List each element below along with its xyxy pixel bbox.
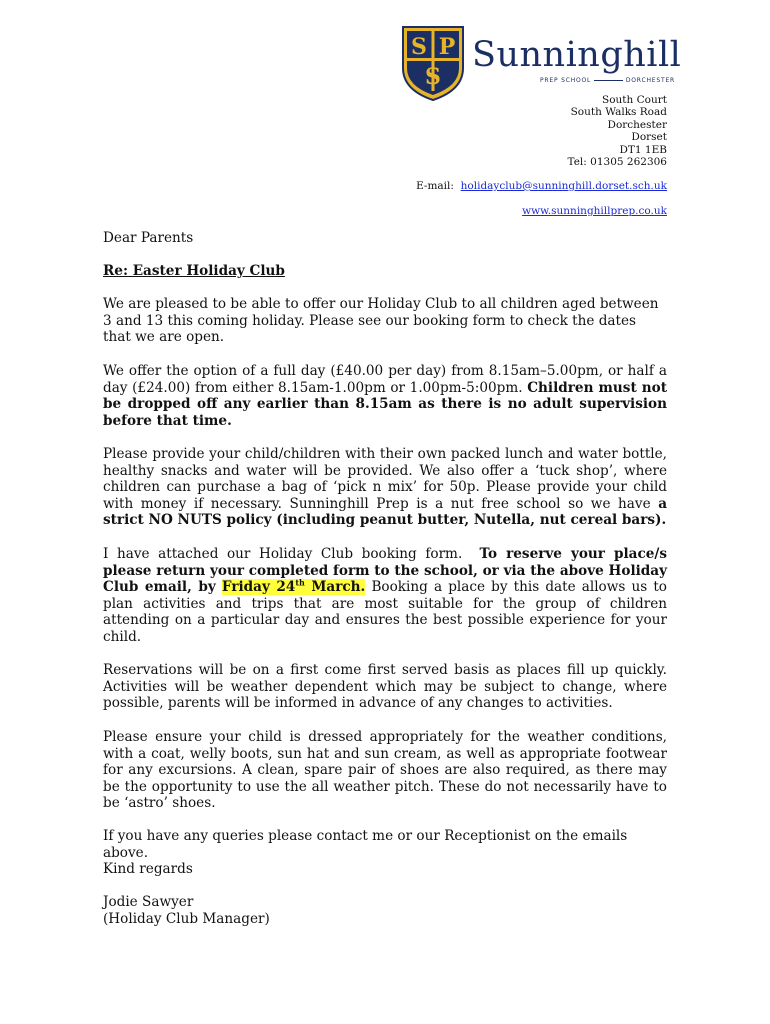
address-line: South Walks Road [570, 106, 667, 119]
crest-letter-1: S [411, 34, 427, 60]
deadline-month: March. [304, 579, 366, 596]
closing: Kind regards [103, 861, 193, 877]
pricing-text: We offer the option of a full day (£40.00 per day) from 8.15am–5.00pm, or half a day (£24.00) from either 8.15am-1.00pm or 1.00pm-5:00pm. [103, 363, 667, 396]
school-address [568, 94, 667, 168]
paragraph-booking [103, 546, 667, 646]
school-subtitle-right: DORCHESTER [625, 77, 675, 84]
signoff-name: Jodie Sawyer [103, 894, 194, 910]
website-link[interactable]: www.sunninghillprep.co.uk [522, 205, 667, 217]
telephone: Tel: 01305 262306 [567, 156, 667, 169]
salutation: Dear Parents [103, 230, 194, 246]
paragraph-lunch [103, 446, 667, 529]
school-subtitle [540, 77, 675, 84]
deadline-date [222, 579, 365, 595]
crest-letter-2: P [438, 34, 456, 60]
address-line: Dorchester [607, 118, 667, 131]
signoff-title: (Holiday Club Manager) [103, 911, 270, 927]
address-line: South Court [602, 94, 667, 106]
email-label: E-mail: [416, 180, 454, 192]
lunch-text: Please provide your child/children with their own packed lunch and water bottle, healthy snacks and water will be provided. We also offer a ‘tuck shop’, where children can purchase a bag of ‘pick n mix’ for 50p. Please provide your child with money if necessary. Sunninghill Prep is a nut free school so we have [103, 446, 667, 512]
deadline-suffix: th [295, 577, 305, 588]
paragraph-queries: If you have any queries please contact me or our Receptionist on the emails above. [103, 828, 628, 861]
nut-policy: a strict NO NUTS policy (including peanut butter, Nutella, nut cereal bars). [103, 495, 667, 529]
paragraph-intro: We are pleased to be able to offer our Holiday Club to all children aged between 3 and 13 this coming holiday. Please see our booking form to check the dates that we are open. [103, 296, 659, 346]
paragraph-clothing: Please ensure your child is dressed appropriately for the weather conditions, with a coat, welly boots, sun hat and sun cream, as well as appropriate footwear for any excursions. A clean, spare pair of shoes are also required, as there may be the opportunity to use the all weather pitch. These do not necessarily have to be ‘astro’ shoes. [103, 729, 667, 812]
deadline-day: Friday 24 [221, 579, 296, 596]
school-crest-icon [400, 24, 466, 102]
website-line [522, 205, 667, 217]
booking-text-1: I have attached our Holiday Club booking form. [103, 546, 463, 562]
booking-text-2: Booking a place by this date allows us to plan activities and trips that are most suitable for the group of children attending on a particular day and ensures the best possible experience for your child. [103, 579, 667, 645]
crest-letter-3: S [425, 64, 441, 90]
reserve-instruction: To reserve your place/s please return your completed form to the school, or via the above Holiday Club email, by [103, 546, 667, 596]
address-line: DT1 1EB [619, 143, 667, 156]
dropoff-warning: Children must not be dropped off any earlier than 8.15am as there is no adult supervision before that time. [103, 379, 668, 429]
email-link[interactable]: holidayclub@sunninghill.dorset.sch.uk [460, 180, 667, 192]
paragraph-pricing [103, 363, 667, 429]
paragraph-reservations: Reservations will be on a first come first served basis as places fill up quickly. Activities will be weather dependent which may be subject to change, where possible, parents will be informed in advance of any changes to activities. [103, 662, 667, 712]
school-subtitle-left: PREP SCHOOL [540, 77, 592, 84]
school-name: Sunninghill [472, 35, 682, 75]
email-line [416, 180, 667, 192]
subtitle-divider [594, 80, 623, 81]
letter-subject: Re: Easter Holiday Club [103, 263, 285, 279]
address-line: Dorset [631, 131, 667, 144]
